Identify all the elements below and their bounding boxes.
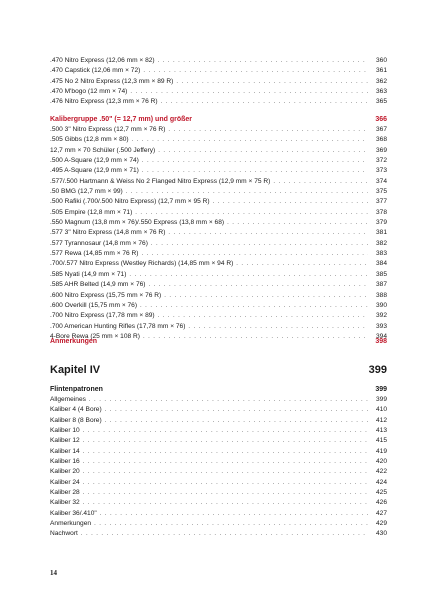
toc-entry-title: 12,7 mm × 70 Schüler (.500 Jeffery)	[50, 146, 156, 154]
group-heading[interactable]	[50, 337, 387, 347]
toc-entry[interactable]	[50, 208, 387, 218]
toc-entry-title: .495 A-Square (12,9 mm × 71)	[50, 167, 139, 175]
toc-entry[interactable]	[50, 311, 387, 321]
dot-leader	[151, 240, 368, 249]
page-number: 14	[50, 569, 57, 577]
toc-entry[interactable]	[50, 77, 387, 87]
toc-entry[interactable]	[50, 322, 387, 332]
toc-entry[interactable]	[50, 488, 387, 498]
dot-leader	[126, 188, 368, 197]
toc-entry-page: 424	[375, 478, 387, 486]
toc-entry[interactable]	[50, 197, 387, 207]
dot-leader	[142, 167, 368, 176]
dot-leader	[100, 510, 368, 519]
group-heading-page: 398	[375, 338, 387, 345]
dot-leader	[83, 427, 368, 436]
toc-entry[interactable]	[50, 291, 387, 301]
toc-entry-page: 399	[375, 396, 387, 403]
toc-entry-title: .470 M'bogo (12 mm × 74)	[50, 88, 128, 96]
toc-entry-title: Kaliber 28	[50, 489, 80, 497]
toc-entry[interactable]	[50, 529, 387, 539]
toc-entry-title: Kaliber 20	[50, 468, 80, 476]
toc-entry-page: 368	[375, 136, 387, 144]
toc-entry-title: .476 Nitro Express (12,3 mm × 76 R)	[50, 98, 158, 106]
toc-entry-page: 377	[375, 198, 387, 206]
toc-entry[interactable]	[50, 259, 387, 269]
toc-entry[interactable]	[50, 156, 387, 166]
dot-leader	[158, 57, 368, 66]
dot-leader	[89, 396, 368, 405]
toc-entry[interactable]	[50, 218, 387, 228]
toc-entry-page: 387	[375, 281, 387, 289]
toc-entry-page: 393	[375, 322, 387, 330]
toc-entry-title: 4-Bore Rewa (25 mm × 108 R)	[50, 332, 140, 340]
toc-entry-page: 360	[375, 57, 387, 64]
dot-leader	[227, 219, 368, 228]
toc-entry[interactable]	[50, 301, 387, 311]
toc-entry-title: .577/.500 Hartmann & Weiss No 2 Flanged Nitro Express (12,9 mm × 75 R)	[50, 177, 271, 185]
dot-leader	[132, 136, 368, 145]
toc-entry-page: 383	[375, 250, 387, 258]
toc-entry-title: Kaliber 24	[50, 478, 80, 486]
toc-entry-page: 388	[375, 291, 387, 299]
toc-entry-title: Kaliber 36/.410"	[50, 509, 97, 517]
toc-entry-title: Kaliber 32	[50, 499, 80, 507]
toc-entry-title: .700 Nitro Express (17,78 mm × 89)	[50, 312, 155, 320]
toc-entry-page: 384	[375, 260, 387, 268]
dot-leader	[236, 260, 368, 269]
toc-entry-title: .50 BMG (12,7 mm × 99)	[50, 188, 123, 196]
toc-entry-title: .470 Capstick (12,06 mm × 72)	[50, 67, 141, 75]
toc-group-1	[50, 56, 387, 108]
toc-entry-title: .577 3" Nitro Express (14,8 mm × 76 R)	[50, 229, 166, 237]
toc-entry-page: 385	[375, 270, 387, 278]
toc-entry[interactable]	[50, 509, 387, 519]
toc-entry-title: .500 3" Nitro Express (12,7 mm × 76 R)	[50, 126, 166, 133]
dot-leader	[83, 479, 368, 488]
dot-leader	[188, 323, 368, 332]
toc-entry[interactable]	[50, 239, 387, 249]
section-title: Flintenpatronen	[50, 386, 103, 393]
toc-entry-page: 361	[375, 67, 387, 75]
toc-entry-title: .500 Rafiki (.700/.500 Nitro Express) (12,7 mm × 95 R)	[50, 198, 210, 206]
toc-entry[interactable]	[50, 498, 387, 508]
toc-entry[interactable]	[50, 228, 387, 238]
toc-entry-title: .550 Magnum (13,8 mm × 76)/.550 Express (13,8 mm × 68)	[50, 219, 225, 227]
chapter-title: Kapitel IV	[50, 364, 101, 376]
toc-entry-page: 410	[375, 406, 387, 414]
dot-leader	[273, 178, 368, 187]
toc-entry[interactable]	[50, 249, 387, 259]
toc-entry-page: 426	[375, 499, 387, 507]
toc-entry-page: 378	[375, 208, 387, 216]
toc-entry[interactable]	[50, 177, 387, 187]
dot-leader	[105, 417, 368, 426]
toc-group-2	[50, 115, 387, 342]
toc-entry[interactable]	[50, 166, 387, 176]
toc-entry-page: 365	[375, 98, 387, 106]
toc-entry[interactable]	[50, 457, 387, 467]
toc-entry-title: .475 No 2 Nitro Express (12,3 mm × 89 R)	[50, 77, 174, 85]
toc-entry-title: .505 Empire (12,8 mm × 71)	[50, 208, 133, 216]
toc-entry-page: 363	[375, 88, 387, 96]
toc-entry[interactable]	[50, 426, 387, 436]
toc-entry[interactable]	[50, 125, 387, 135]
toc-entry-page: 419	[375, 447, 387, 455]
toc-entry[interactable]	[50, 280, 387, 290]
toc-entry-title: Nachwort	[50, 530, 78, 538]
toc-entry-title: Kaliber 10	[50, 427, 80, 435]
dot-leader	[142, 250, 368, 259]
toc-entry-title: .577 Tyrannosaur (14,8 mm × 76)	[50, 239, 148, 247]
toc-entry-page: 413	[375, 427, 387, 435]
dot-leader	[94, 520, 368, 529]
dot-leader	[158, 312, 368, 321]
toc-entry-page: 379	[375, 219, 387, 227]
dot-leader	[168, 229, 368, 238]
dot-leader	[135, 209, 368, 218]
chapter-heading[interactable]	[50, 364, 387, 376]
toc-entry-title: .700/.577 Nitro Express (Westley Richards) (14,85 mm × 94 R)	[50, 260, 234, 268]
dot-leader	[148, 281, 368, 290]
toc-entry[interactable]	[50, 56, 387, 66]
toc-entry[interactable]	[50, 97, 387, 107]
toc-entry-page: 425	[375, 489, 387, 497]
dot-leader	[130, 88, 368, 97]
toc-entry-page: 394	[375, 332, 387, 340]
group-heading-title: Kalibergruppe .50" (= 12,7 mm) und größer	[50, 116, 192, 123]
dot-leader	[83, 489, 368, 498]
toc-entry-page: 390	[375, 301, 387, 309]
toc-entry-page: 382	[375, 239, 387, 247]
toc-entry-title: .600 Nitro Express (15,75 mm × 76 R)	[50, 291, 162, 299]
dot-leader	[168, 126, 368, 135]
dot-leader	[140, 302, 368, 311]
group-heading[interactable]	[50, 115, 387, 125]
toc-entry[interactable]	[50, 416, 387, 426]
dot-leader	[105, 406, 368, 415]
toc-entry-page: 412	[375, 416, 387, 424]
toc-entry-page: 375	[375, 188, 387, 196]
dot-leader	[161, 98, 368, 107]
dot-leader	[213, 198, 368, 207]
toc-entry-page: 367	[375, 126, 387, 133]
toc-entry[interactable]	[50, 405, 387, 415]
toc-entry-page: 415	[375, 437, 387, 445]
toc-entry-title: Anmerkungen	[50, 520, 92, 528]
toc-entry[interactable]	[50, 135, 387, 145]
toc-entry-page: 381	[375, 229, 387, 237]
dot-leader	[164, 292, 368, 301]
toc-entry-page: 372	[375, 157, 387, 165]
toc-entry-title: .585 AHR Belted (14,9 mm × 76)	[50, 281, 146, 289]
toc-entry-page: 427	[375, 509, 387, 517]
toc-entry-page: 420	[375, 458, 387, 466]
toc-entry[interactable]	[50, 66, 387, 76]
dot-leader	[142, 157, 368, 166]
toc-entry-page: 374	[375, 177, 387, 185]
toc-entry[interactable]	[50, 87, 387, 97]
toc-entry-title: .500 A-Square (12,9 mm × 74)	[50, 157, 139, 165]
toc-entry-title: Kaliber 8 (8 Bore)	[50, 416, 102, 424]
dot-leader	[83, 499, 368, 508]
toc-entry-title: Kaliber 4 (4 Bore)	[50, 406, 102, 414]
toc-entry-page: 369	[375, 146, 387, 154]
toc-entry-page: 362	[375, 77, 387, 85]
toc-entry-page: 430	[375, 530, 387, 538]
toc-entry-title: .585 Nyati (14,9 mm × 71)	[50, 270, 127, 278]
toc-entry-title: Kaliber 14	[50, 447, 80, 455]
dot-leader	[158, 147, 368, 156]
toc-entry-title: .470 Nitro Express (12,06 mm × 82)	[50, 57, 155, 64]
dot-leader	[83, 468, 368, 477]
toc-entry[interactable]	[50, 478, 387, 488]
toc-entry-title: Allgemeines	[50, 396, 86, 403]
dot-leader	[143, 67, 368, 76]
chapter-page: 399	[368, 364, 387, 376]
section-page: 399	[375, 386, 387, 393]
dot-leader	[83, 458, 368, 467]
toc-entry-page: 422	[375, 468, 387, 476]
dot-leader	[81, 530, 368, 539]
section-heading[interactable]	[50, 385, 387, 395]
toc-anmerkungen	[50, 337, 387, 347]
toc-entry-title: .700 American Hunting Rifles (17,78 mm × 76)	[50, 322, 186, 330]
dot-leader	[83, 437, 368, 446]
toc-entry[interactable]	[50, 146, 387, 156]
toc-entry[interactable]	[50, 187, 387, 197]
toc-entry[interactable]	[50, 395, 387, 405]
toc-entry-title: .600 Overkill (15,75 mm × 76)	[50, 301, 138, 309]
toc-entry-title: .505 Gibbs (12,8 mm × 80)	[50, 136, 129, 144]
group-heading-title: Anmerkungen	[50, 338, 98, 345]
toc-entry-page: 429	[375, 520, 387, 528]
toc-entry[interactable]	[50, 436, 387, 446]
dot-leader	[176, 78, 368, 87]
toc-entry-title: Kaliber 12	[50, 437, 80, 445]
group-heading-page: 366	[375, 116, 387, 123]
toc-group-3	[50, 385, 387, 540]
toc-entry[interactable]	[50, 519, 387, 529]
toc-entry-page: 392	[375, 312, 387, 320]
toc-entry-title: Kaliber 16	[50, 458, 80, 466]
dot-leader	[129, 271, 368, 280]
toc-entry-page: 373	[375, 167, 387, 175]
dot-leader	[83, 448, 368, 457]
toc-entry-title: .577 Rewa (14,85 mm × 76 R)	[50, 250, 139, 258]
toc-entry[interactable]	[50, 467, 387, 477]
toc-entry[interactable]	[50, 447, 387, 457]
toc-entry[interactable]	[50, 270, 387, 280]
